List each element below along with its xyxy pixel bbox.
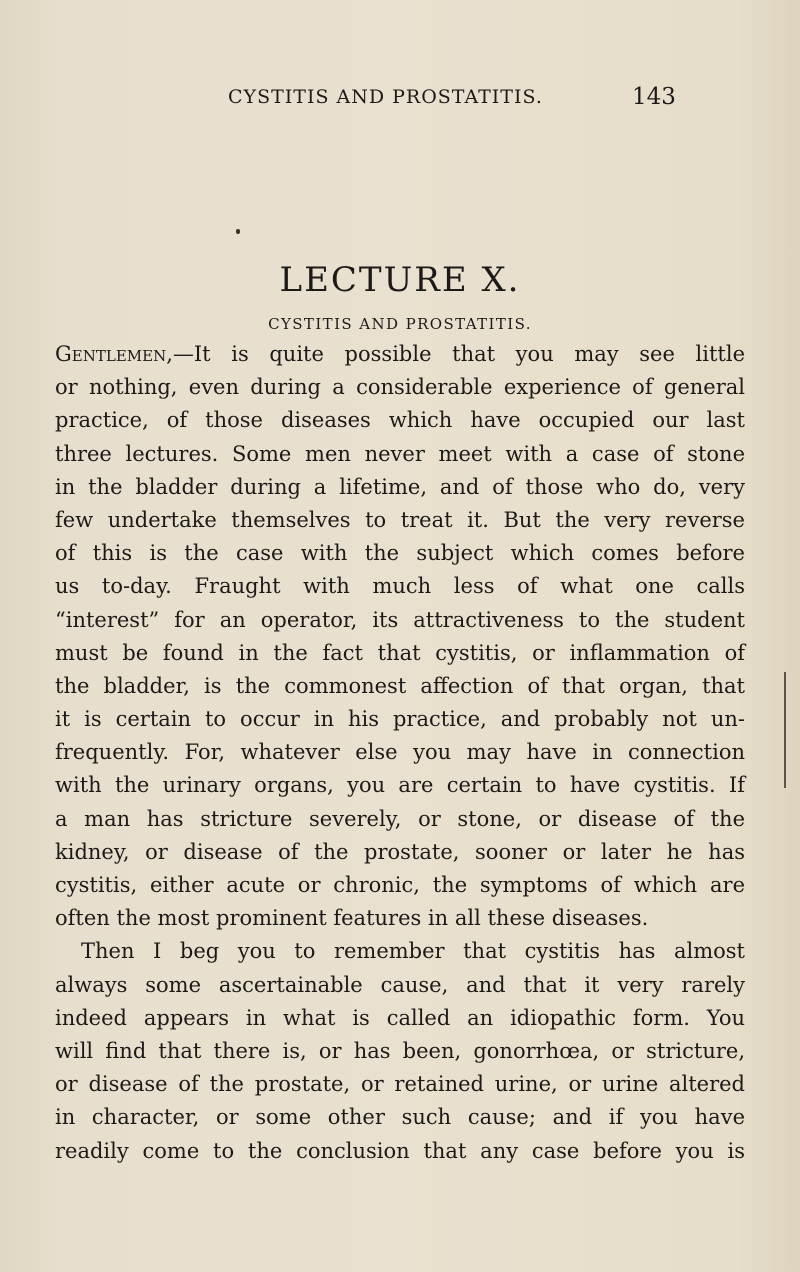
body-line: the bladder, is the commonest affection of that organ, that [55, 673, 745, 698]
body-line: “interest” for an operator, its attractiveness to the student [55, 607, 745, 632]
opening-word: Gentlemen, [55, 342, 173, 366]
body-line: often the most prominent features in all these diseases. [55, 906, 649, 931]
body-text [55, 338, 745, 1168]
body-line: few undertake themselves to treat it. But the very reverse [55, 507, 745, 532]
body-line: it is certain to occur in his practice, and probably not un- [55, 707, 745, 732]
body-line: in the bladder during a lifetime, and of those who do, very [55, 474, 745, 499]
body-line-1-text: —It is quite possible that you may see little [172, 342, 745, 366]
body-line: frequently. For, whatever else you may have in connection [55, 740, 745, 765]
page-number: 143 [632, 84, 676, 110]
body-line-1 [55, 338, 745, 371]
body-line: cystitis, either acute or chronic, the symptoms of which are [55, 873, 745, 897]
body-line: indeed appears in what is called an idiopathic form. You [55, 1005, 745, 1030]
ink-speck [236, 229, 240, 234]
body-line: or nothing, even during a considerable experience of general [55, 375, 745, 400]
body-line: kidney, or disease of the prostate, sooner or later he has [55, 839, 745, 864]
running-head: CYSTITIS AND PROSTATITIS. [228, 86, 543, 108]
body-line: practice, of those diseases which have occupied our last [55, 408, 745, 433]
body-line: always some ascertainable cause, and that it very rarely [55, 972, 745, 997]
body-line: in character, or some other such cause; and if you have [55, 1105, 745, 1130]
body-line: a man has stricture severely, or stone, or disease of the [55, 806, 745, 831]
body-line: of this is the case with the subject which comes before [55, 541, 745, 566]
body-line: three lectures. Some men never meet with a case of stone [55, 441, 745, 466]
body-line: will find that there is, or has been, gonorrhœa, or stricture, [55, 1038, 745, 1063]
body-line: or disease of the prostate, or retained urine, or urine altered [55, 1072, 745, 1097]
body-line: must be found in the fact that cystitis, or inflammation of [55, 640, 745, 665]
body-line: us to-day. Fraught with much less of what one calls [55, 574, 745, 599]
lecture-subtitle: CYSTITIS AND PROSTATITIS. [268, 315, 532, 333]
lecture-title: LECTURE X. [279, 260, 521, 300]
body-line: Then I beg you to remember that cystitis has almost [81, 939, 745, 964]
body-line: with the urinary organs, you are certain to have cystitis. If [55, 773, 745, 798]
body-line: readily come to the conclusion that any case before you is [55, 1138, 745, 1163]
margin-mark [784, 672, 786, 788]
